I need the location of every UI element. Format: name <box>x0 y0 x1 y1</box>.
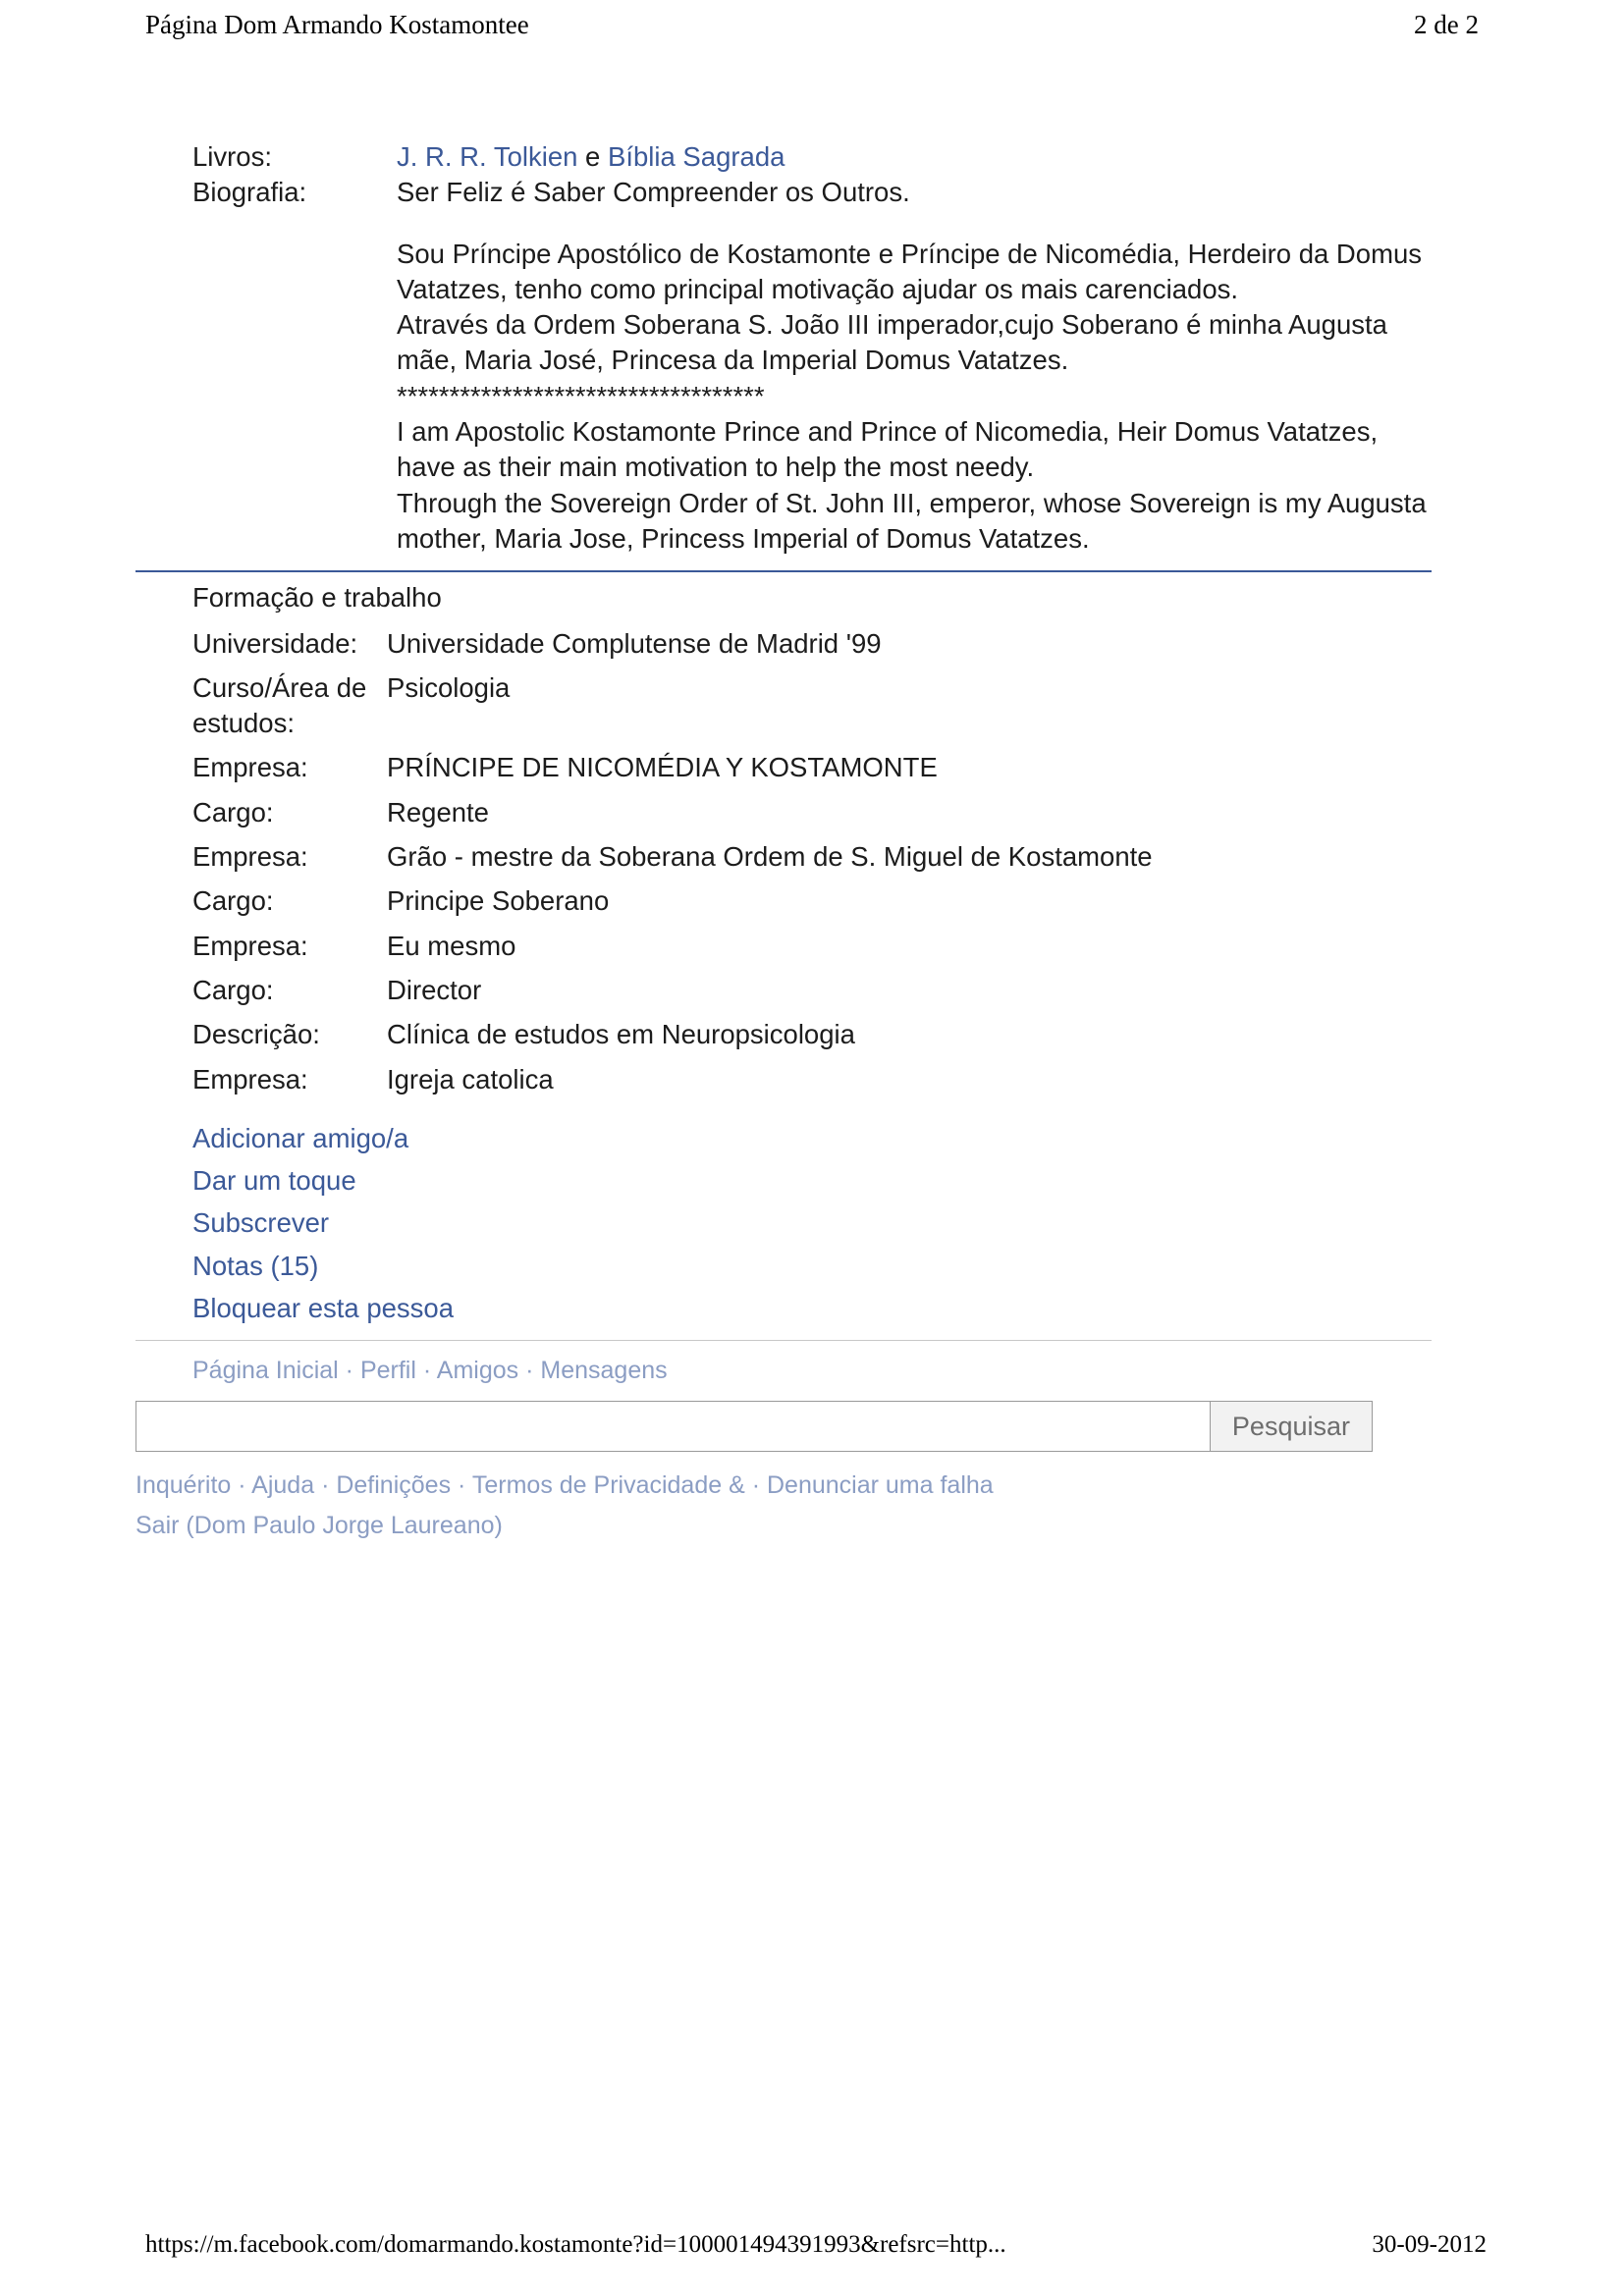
biography-separator-stars: *********************************** <box>397 380 765 411</box>
work-section-rows <box>192 626 1432 1097</box>
books-separator: e <box>577 141 608 172</box>
book-link-biblia[interactable]: Bíblia Sagrada <box>608 141 785 172</box>
work-row-label: Empresa: <box>192 1063 308 1095</box>
book-link-tolkien[interactable]: J. R. R. Tolkien <box>397 141 578 172</box>
work-row-label: Cargo: <box>192 885 274 917</box>
footer-separator: · <box>238 1471 246 1500</box>
work-row <box>192 750 1432 785</box>
biography-paragraph-2: Através da Ordem Soberana S. João III imperador,cujo Soberano é minha Augusta mãe, Maria José, Princesa da Imperial Domus Vatatzes. <box>397 309 1387 376</box>
work-section-title: Formação e trabalho <box>192 582 442 614</box>
work-row-value: Igreja catolica <box>387 1063 554 1095</box>
print-footer <box>145 2231 1487 2259</box>
work-row-label: Universidade: <box>192 627 358 659</box>
work-row-label: Cargo: <box>192 974 274 1005</box>
footer-separator: · <box>458 1471 466 1500</box>
biography-label: Biografia: <box>192 177 307 208</box>
profile-row-books <box>192 139 1432 175</box>
footer-link-survey[interactable]: Inquérito <box>135 1471 232 1500</box>
work-row-label: Descrição: <box>192 1019 320 1050</box>
search-bar <box>135 1401 1373 1452</box>
print-footer-url: https://m.facebook.com/domarmando.kostamonte?id=100001494391993&refsrc=http... <box>145 2231 1006 2258</box>
work-row <box>192 839 1432 875</box>
add-friend-link[interactable]: Adicionar amigo/a <box>192 1122 409 1153</box>
logout-link[interactable]: Sair <box>135 1512 180 1540</box>
footer-link-settings[interactable]: Definições <box>336 1471 452 1500</box>
logout-user-label: (Dom Paulo Jorge Laureano) <box>186 1512 503 1540</box>
poke-link[interactable]: Dar um toque <box>192 1165 356 1197</box>
work-row-value: Director <box>387 974 482 1005</box>
work-row <box>192 1017 1432 1052</box>
work-row <box>192 929 1432 964</box>
books-value <box>397 139 1432 175</box>
biography-paragraph-4: Through the Sovereign Order of St. John III, emperor, whose Sovereign is my Augusta mother, Maria Jose, Princess Imperial of Domus Vatatzes. <box>397 487 1427 554</box>
footer-links-line-2 <box>135 1510 1432 1542</box>
footer-links <box>135 1469 1432 1542</box>
work-row-label: Empresa: <box>192 841 308 873</box>
nav-item-home[interactable]: Página Inicial <box>192 1357 339 1385</box>
profile-content <box>135 139 1432 1542</box>
work-row-value: Universidade Complutense de Madrid '99 <box>387 627 882 659</box>
footer-link-privacy-terms[interactable]: Termos de Privacidade & <box>471 1471 745 1500</box>
footer-separator: · <box>751 1471 761 1500</box>
work-row-value: Grão - mestre da Soberana Ordem de S. Miguel de Kostamonte <box>387 841 1153 873</box>
work-row-label: Empresa: <box>192 930 308 961</box>
footer-links-line-1 <box>135 1469 1432 1502</box>
books-label: Livros: <box>192 141 272 172</box>
nav-item-friends[interactable]: Amigos <box>436 1357 519 1385</box>
print-header-page-number: 2 de 2 <box>1414 10 1479 39</box>
work-row-value: Clínica de estudos em Neuropsicologia <box>387 1019 855 1050</box>
work-row-value: Psicologia <box>387 671 511 703</box>
work-row-value: PRÍNCIPE DE NICOMÉDIA Y KOSTAMONTE <box>387 752 938 783</box>
print-header-title: Página Dom Armando Kostamontee <box>145 10 529 39</box>
block-person-link[interactable]: Bloquear esta pessoa <box>192 1293 455 1324</box>
nav-separator: · <box>525 1357 534 1385</box>
nav-separator: · <box>345 1357 353 1385</box>
footer-link-help[interactable]: Ajuda <box>251 1471 315 1500</box>
site-nav <box>192 1355 1432 1387</box>
subscribe-link[interactable]: Subscrever <box>192 1207 330 1239</box>
work-row-label: Empresa: <box>192 752 308 783</box>
nav-item-profile[interactable]: Perfil <box>359 1357 416 1385</box>
biography-paragraph-3: I am Apostolic Kostamonte Prince and Prince of Nicomedia, Heir Domus Vatatzes, have as their main motivation to help the most needy. <box>397 416 1379 483</box>
print-header <box>145 10 1479 40</box>
notes-link[interactable]: Notas (15) <box>192 1250 319 1281</box>
work-row <box>192 973 1432 1008</box>
footer-link-report-bug[interactable]: Denunciar uma falha <box>767 1471 994 1500</box>
search-input[interactable] <box>136 1402 1210 1451</box>
work-row <box>192 626 1432 662</box>
search-button[interactable]: Pesquisar <box>1210 1402 1372 1451</box>
biography-text-block <box>397 237 1432 558</box>
work-row-value: Eu mesmo <box>387 930 516 961</box>
print-footer-date: 30-09-2012 <box>1372 2231 1487 2258</box>
footer-divider <box>135 1340 1432 1341</box>
biography-value: Ser Feliz é Saber Compreender os Outros. <box>397 177 910 208</box>
work-row <box>192 670 1432 742</box>
biography-paragraph-1: Sou Príncipe Apostólico de Kostamonte e Príncipe de Nicomédia, Herdeiro da Domus Vatatzes, tenho como principal motivação ajudar os mais carenciados. <box>397 238 1423 304</box>
footer-separator: · <box>321 1471 330 1500</box>
work-row <box>192 795 1432 830</box>
work-row-label: Curso/Área de estudos: <box>192 671 367 739</box>
work-row-value: Regente <box>387 796 489 828</box>
work-row <box>192 883 1432 919</box>
work-row <box>192 1062 1432 1097</box>
work-row-label: Cargo: <box>192 796 274 828</box>
nav-item-messages[interactable]: Mensagens <box>540 1357 668 1385</box>
nav-separator: · <box>422 1357 432 1385</box>
work-row-value: Principe Soberano <box>387 885 610 917</box>
profile-row-biography <box>192 175 1432 210</box>
section-divider <box>135 570 1432 572</box>
action-links <box>192 1121 1432 1326</box>
